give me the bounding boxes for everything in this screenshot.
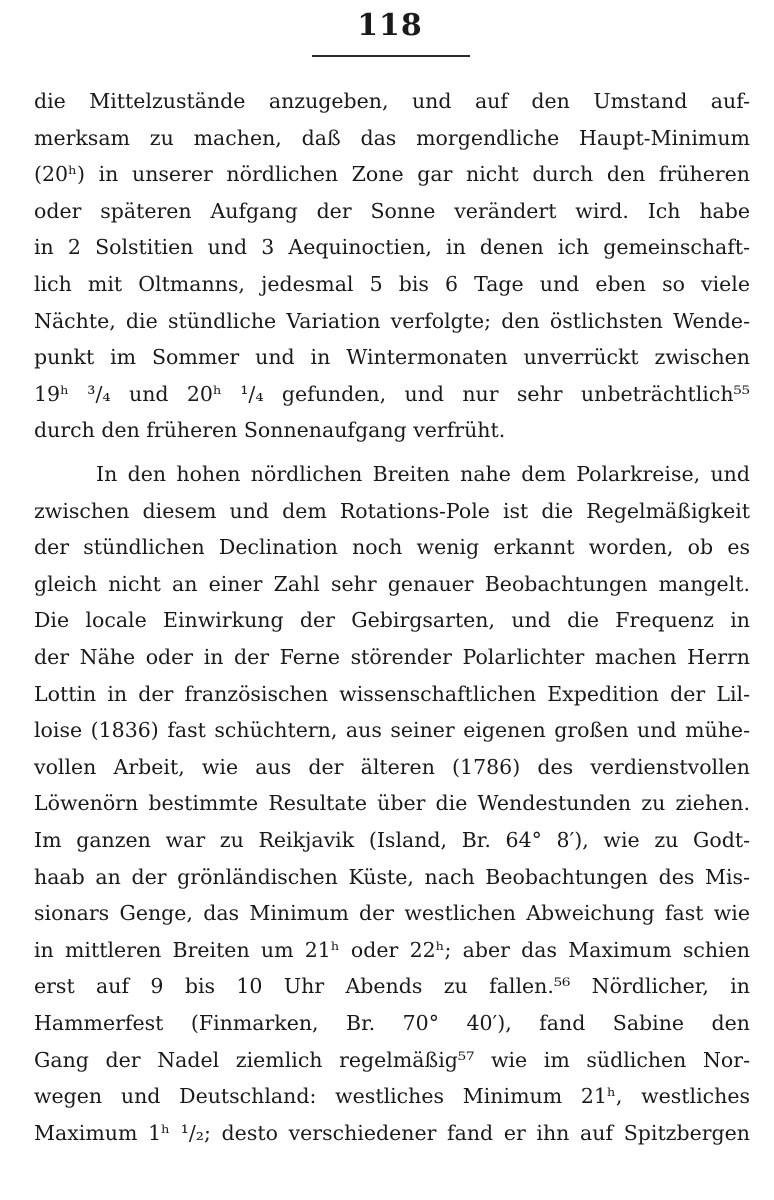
text-line: Gang der Nadel ziemlich regelmäßig⁵⁷ wie im südlichen Nor- — [34, 1047, 750, 1072]
text-line: oder späteren Aufgang der Sonne verändert wird. Ich habe — [34, 198, 750, 223]
text-line: loise (1836) fast schüchtern, aus seiner eigenen großen und mühe- — [34, 718, 750, 743]
text-line: erst auf 9 bis 10 Uhr Abends zu fallen.⁵⁶ Nördlicher, in — [34, 974, 750, 999]
text-line: Löwenörn bestimmte Resultate über die Wendestunden zu ziehen. — [34, 791, 750, 816]
text-line: in 2 Solstitien und 3 Aequinoctien, in denen ich gemeinschaft- — [34, 235, 750, 260]
text-line: gleich nicht an einer Zahl sehr genauer Beobachtungen mangelt. — [34, 571, 750, 596]
text-line: 19ʰ ³/₄ und 20ʰ ¹/₄ gefunden, und nur sehr unbeträchtlich⁵⁵ — [34, 381, 750, 406]
text-line: Hammerfest (Finmarken, Br. 70° 40′), fand Sabine den — [34, 1011, 750, 1035]
text-line: punkt im Sommer und in Wintermonaten unverrückt zwischen — [34, 345, 750, 370]
text-line: (20ʰ) in unserer nördlichen Zone gar nicht durch den früheren — [34, 162, 750, 187]
text-line: vollen Arbeit, wie aus der älteren (1786) des verdienstvollen — [34, 754, 750, 779]
text-line: in mittleren Breiten um 21ʰ oder 22ʰ; aber das Maximum schien — [34, 937, 750, 962]
text-line: der stündlichen Declination noch wenig erkannt worden, ob es — [34, 535, 750, 560]
text-line: In den hohen nördlichen Breiten nahe dem Polarkreise, und — [96, 462, 750, 486]
text-line: haab an der grönländischen Küste, nach Beobachtungen des Mis- — [34, 864, 750, 889]
text-line: wegen und Deutschland: westliches Minimum 21ʰ, westliches — [34, 1084, 750, 1109]
page-number: 118 — [357, 8, 423, 43]
text-line: Die locale Einwirkung der Gebirgsarten, und die Frequenz in — [34, 608, 750, 633]
header-rule — [312, 55, 470, 57]
text-line: durch den früheren Sonnenaufgang verfrüht. — [34, 418, 506, 443]
text-line: die Mittelzustände anzugeben, und auf den Umstand auf- — [34, 89, 750, 113]
text-line: Nächte, die stündliche Variation verfolgte; den östlichsten Wende- — [34, 308, 750, 333]
text-line: zwischen diesem und dem Rotations-Pole ist die Regelmäßigkeit — [34, 498, 750, 523]
text-line: merksam zu machen, daß das morgendliche Haupt-Minimum — [34, 125, 750, 150]
text-line: lich mit Oltmanns, jedesmal 5 bis 6 Tage und eben so viele — [34, 272, 750, 296]
text-line: Maximum 1ʰ ¹/₂; desto verschiedener fand er ihn auf Spitzbergen — [34, 1120, 750, 1145]
text-line: Lottin in der französischen wissenschaftlichen Expedition der Lil- — [34, 681, 750, 706]
text-line: sionars Genge, das Minimum der westlichen Abweichung fast wie — [34, 901, 750, 926]
text-line: Im ganzen war zu Reikjavik (Island, Br. 64° 8′), wie zu Godt- — [34, 828, 750, 852]
text-line: der Nähe oder in der Ferne störender Polarlichter machen Herrn — [34, 645, 750, 669]
